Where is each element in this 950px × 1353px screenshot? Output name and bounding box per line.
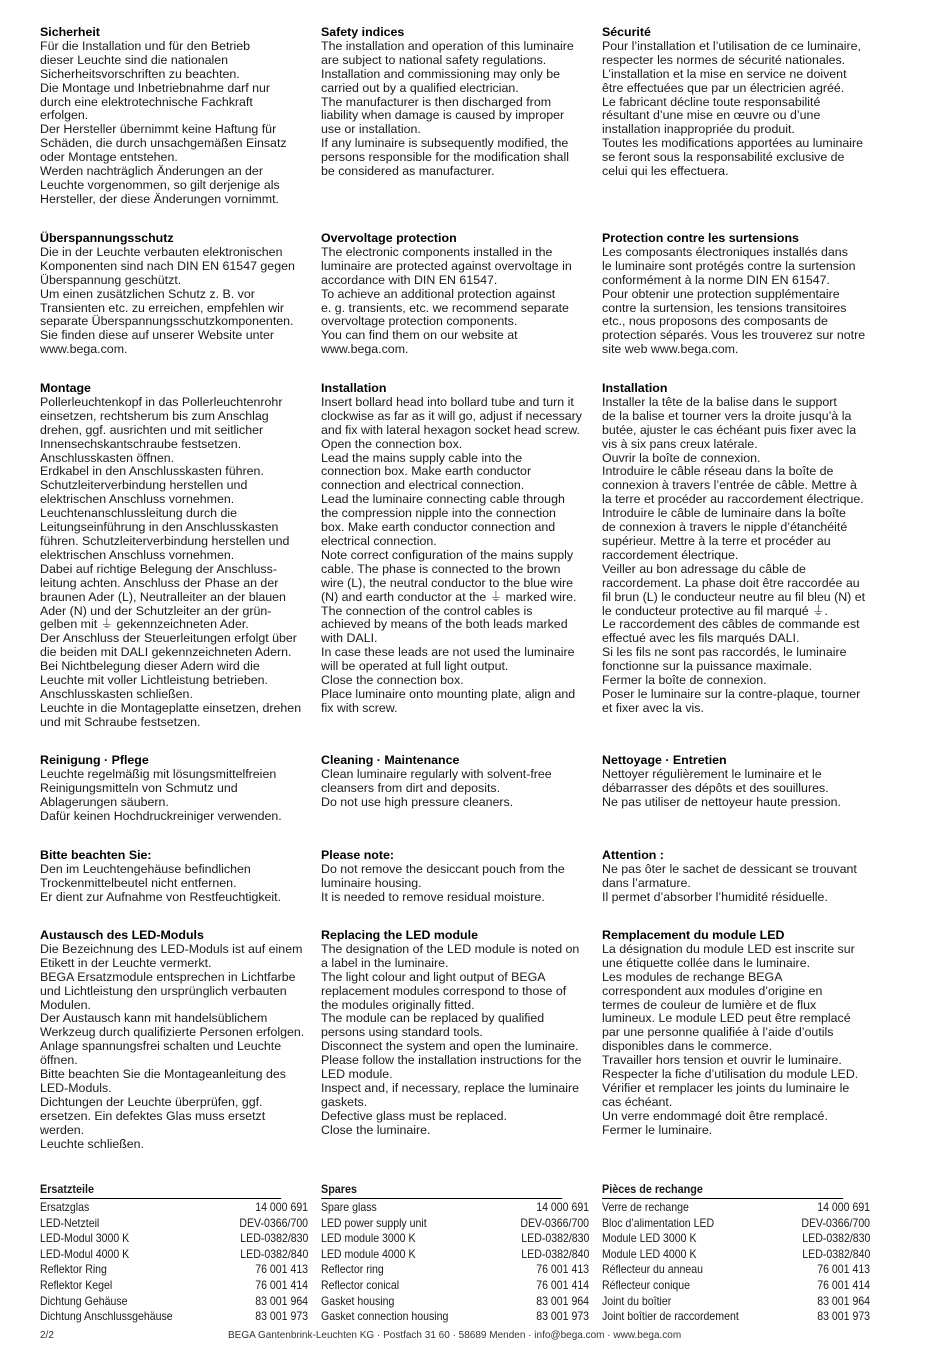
section-heading: Bitte beachten Sie: [40,848,152,862]
table-row [602,1262,870,1278]
section-heading: Protection contre les surtensions [602,231,799,245]
spare-name: LED module 4000 K [321,1246,416,1261]
spare-name: Joint du boîtier [602,1293,672,1308]
spare-name: Dichtung Gehäuse [40,1293,128,1308]
spare-code: LED-0382/840 [801,1246,870,1261]
spare-code: 76 001 413 [536,1262,589,1277]
section-safety [602,26,872,179]
spare-name: Reflector ring [321,1262,384,1277]
section-body: Leuchte regelmäßig mit lösungsmittelfreien Reinigungsmitteln von Schmutz und Ablagerungen säubern. Dafür keinen Hochdruckreiniger verwenden. [40,766,282,823]
spare-name: Ersatzglas [40,1200,90,1214]
section-heading: Überspannungsschutz [40,231,174,245]
table-row [321,1200,589,1216]
section-led-module [602,929,872,1138]
section-body: Les composants électroniques installés dans le luminaire sont protégés contre la surtension conformément à la norme DIN EN 61547. Pour obtenir une protection supplémentaire contre la surtension, les tensions transitoires etc., nous proposons des composants de protection séparés. Vous les trouverez sur notre site web www.bega.com. [602,244,866,357]
section-body: Pollerleuchtenkopf in das Pollerleuchtenrohr einsetzen, rechtsherum bis zum Anschlag drehen, ggf. ausrichten und mit seitlicher Innensechskantschraube festsetzen. Anschlusskasten öffnen. Erdkabel in den Anschlusskasten führen. Schutzleiterverbindung herstellen und elektrischen Anschluss vornehmen. Leuchtenanschlussleitung durch die Leitungseinführung in den Anschlusskasten führen. Schutzleiterverbindung herstellen und elektrischen Anschluss vornehmen. Dabei auf richtige Belegung der Anschluss- leitung achten. Anschluss der Phase an der braunen Ader (L), Neutralleiter an der blauen Ader (N) und der Schutzleiter an der grün- gelben mit ⏚ gekennzeichneten Ader. Der Anschluss der Steuerleitungen erfolgt über die beiden mit DALI gekennzeichneten Adern. Bei Nichtbelegung dieser Adern wird die Leuchte mit voller Lichtleistung betrieben. Anschlusskasten schließen. Leuchte in die Montageplatte einsetzen, drehen und mit Schraube festsetzen. [40,394,302,729]
spare-code: DEV-0366/700 [239,1215,308,1230]
section-safety [40,26,310,207]
spares-title: Spares [321,1182,562,1199]
table-row [40,1231,308,1247]
table-row [602,1247,870,1263]
table-row [602,1216,870,1232]
section-cleaning [40,754,310,824]
spare-code: 14 000 691 [255,1200,308,1214]
section-installation [40,382,310,730]
section-heading: Cleaning · Maintenance [321,753,460,767]
table-row [321,1216,589,1232]
spare-name: LED module 3000 K [321,1231,416,1246]
spares-title: Pièces de rechange [602,1182,843,1199]
spare-code: DEV-0366/700 [520,1215,589,1230]
spare-code: 83 001 964 [817,1293,870,1308]
section-overvoltage [602,232,872,357]
page-number: 2/2 [40,1330,54,1341]
spare-name: LED-Modul 4000 K [40,1246,130,1261]
section-overvoltage [321,232,591,357]
spare-name: LED-Netzteil [40,1215,100,1230]
section-led-module [321,929,591,1138]
spares-table-french [602,1182,870,1325]
table-row [602,1309,870,1325]
section-body: Pour l’installation et l’utilisation de ce luminaire, respecter les normes de sécurité nationales. L’installation et la mise en service ne doivent être effectuées que par un électricien agréé. Le fabricant décline toute responsabilité résultant d’une mise en œuvre ou d’une installation inappropriée du produit. Toutes les modifications apportées au luminaire se feront sous la responsabilité exclusive de celui qui les effectuera. [602,38,864,179]
spare-code: 14 000 691 [536,1200,589,1214]
section-heading: Remplacement du module LED [602,928,785,942]
section-heading: Overvoltage protection [321,231,457,245]
spare-code: 83 001 973 [536,1309,589,1324]
table-row [602,1200,870,1216]
section-heading: Austausch des LED-Moduls [40,928,204,942]
section-body: The designation of the LED module is noted on a label in the luminaire. The light colour and light output of BEGA replacement modules correspond to those of the modules originally fitted. The module can be replaced by qualified persons using standard tools. Disconnect the system and open the luminaire. Please follow the installation instructions for the LED module. Inspect and, if necessary, replace the luminaire gaskets. Defective glass must be replaced. Close the luminaire. [321,941,582,1137]
table-row [40,1262,308,1278]
section-heading: Replacing the LED module [321,928,478,942]
section-please-note [602,849,872,905]
spare-name: LED-Modul 3000 K [40,1231,130,1246]
section-body: Clean luminaire regularly with solvent-free cleansers from dirt and deposits. Do not use high pressure cleaners. [321,766,552,809]
spare-code: LED-0382/840 [520,1246,589,1261]
company-address: BEGA Gantenbrink-Leuchten KG · Postfach 31 60 · 58689 Menden · info@bega.com · www.bega.com [228,1330,682,1341]
spare-name: Gasket connection housing [321,1309,449,1324]
table-row [40,1247,308,1263]
spare-code: 76 001 413 [255,1262,308,1277]
spares-title: Ersatzteile [40,1182,281,1199]
table-row [321,1294,589,1310]
spare-code: 83 001 973 [817,1309,870,1324]
section-overvoltage [40,232,310,357]
section-heading: Installation [602,381,668,395]
section-heading: Please note: [321,848,394,862]
spare-name: LED power supply unit [321,1215,427,1230]
spare-code: LED-0382/830 [520,1231,589,1246]
section-body: Ne pas ôter le sachet de dessicant se trouvant dans l’armature. Il permet d’absorber l’humidité résiduelle. [602,861,857,904]
section-body: La désignation du module LED est inscrite sur une étiquette collée dans le luminaire. Les modules de rechange BEGA correspondent aux modules d’origine en termes de couleur de lumière et de flux lumineux. Le module LED peut être remplacé par une personne qualifiée à l’aide d’outils disponibles dans le commerce. Travailler hors tension et ouvrir le luminaire. Respecter la fiche d’utilisation du module LED. Vérifier et remplacer les joints du luminaire le cas échéant. Un verre endommagé doit être remplacé. Fermer le luminaire. [602,941,859,1137]
page-footer [40,1330,870,1344]
section-body: Die Bezeichnung des LED-Moduls ist auf einem Etikett in der Leuchte vermerkt. BEGA Ersatzmodule entsprechen in Lichtfarbe und Lichtleistung den ursprünglich verbauten Modulen. Der Austausch kann mit handelsüblichem Werkzeug durch qualifizierte Personen erfolgen. Anlage spannungsfrei schalten und Leuchte öffnen. Bitte beachten Sie die Montageanleitung des LED-Moduls. Dichtungen der Leuchte überprüfen, ggf. ersetzen. Ein defektes Glas muss ersetzt werden. Leuchte schließen. [40,941,305,1151]
spare-code: 76 001 414 [536,1277,589,1292]
section-heading: Nettoyage · Entretien [602,753,727,767]
spare-code: 76 001 413 [817,1262,870,1277]
section-cleaning [321,754,591,810]
table-row [321,1262,589,1278]
section-led-module [40,929,310,1152]
spare-name: Module LED 3000 K [602,1231,697,1246]
section-installation [602,382,872,716]
section-body: The electronic components installed in the luminaire are protected against overvoltage in accordance with DIN EN 61547. To achieve an additional protection against e. g. transients, etc. we recommend separate overvoltage protection components. You can find them on our website at www.bega.com. [321,244,572,357]
spare-code: 83 001 964 [255,1293,308,1308]
section-body: Insert bollard head into bollard tube and turn it clockwise as far as it will go, adjust if necessary and fix with lateral hexagon socket head screw. Open the connection box. Lead the mains supply cable into the connection box. Make earth conductor connection and electrical connection. Lead the luminaire connecting cable through the compression nipple into the connection box. Make earth conductor connection and electrical connection. Note correct configuration of the mains supply cable. The phase is connected to the brown wire (L), the neutral conductor to the blue wire (N) and earth conductor at the ⏚ marked wire. The connection of the control cables is achieved by means of the both leads marked with DALI. In case these leads are not used the luminaire will be operated at full light output. Close the connection box. Place luminaire onto mounting plate, align and fix with screw. [321,394,582,715]
table-row [321,1231,589,1247]
spare-name: Verre de rechange [602,1200,689,1214]
section-body: The installation and operation of this luminaire are subject to national safety regulations. Installation and commissioning may only be carried out by a qualified electrician. The manufacturer is then discharged from liability when damage is caused by improper use or installation. If any luminaire is subsequently modified, the persons responsible for the modification shall be considered as manufacturer. [321,38,574,179]
spare-code: LED-0382/830 [801,1231,870,1246]
spare-name: Reflektor Kegel [40,1277,113,1292]
section-heading: Attention : [602,848,664,862]
table-row [321,1278,589,1294]
spare-name: Reflektor Ring [40,1262,107,1277]
spare-code: 76 001 414 [255,1277,308,1292]
spare-code: 76 001 414 [817,1277,870,1292]
spare-name: Réflecteur du anneau [602,1262,703,1277]
section-heading: Installation [321,381,387,395]
table-row [40,1200,308,1216]
section-body: Nettoyer régulièrement le luminaire et le débarrasser des dépôts et des souillures. Ne pas utiliser de nettoyeur haute pression. [602,766,842,809]
section-heading: Sécurité [602,25,651,39]
section-body: Installer la tête de la balise dans le support de la balise et tourner vers la droite jusqu’à la butée, ajuster le cas échéant puis fixer avec la vis à six pans creux latérale. Ouvrir la boîte de connexion. Introduire le câble réseau dans la boîte de connexion à travers l’entrée de câble. Mettre à la terre et procéder au raccordement électrique. Introduire le câble de luminaire dans la boîte de connexion à travers le nipple d’étanchéité supérieur. Mettre à la terre et procéder au raccordement électrique. Veiller au bon adressage du câble de raccordement. La phase doit être raccordée au fil brun (L) le conducteur neutre au fil bleu (N) et le conducteur protective au fil marqué ⏚. Le raccordement des câbles de commande est effectué avec les fils marqués DALI. Si les fils ne sont pas raccordés, le luminaire fonctionne sur la puissance maximale. Fermer la boîte de connexion. Poser le luminaire sur la contre-plaque, tourner et fixer avec la vis. [602,394,866,715]
section-installation [321,382,591,716]
spare-name: Réflecteur conique [602,1277,691,1292]
section-heading: Sicherheit [40,25,100,39]
spare-code: LED-0382/830 [239,1231,308,1246]
spare-name: Gasket housing [321,1293,395,1308]
spare-name: Spare glass [321,1200,377,1214]
table-row [40,1294,308,1310]
spare-name: Joint boîtier de raccordement [602,1309,739,1324]
section-heading: Safety indices [321,25,405,39]
section-heading: Reinigung · Pflege [40,753,149,767]
section-body: Die in der Leuchte verbauten elektronischen Komponenten sind nach DIN EN 61547 gegen Überspannung geschützt. Um einen zusätzlichen Schutz z. B. vor Transienten etc. zu erreichen, empfehlen wir separate Überspannungsschutzkomponenten. Sie finden diese auf unserer Website unter www.bega.com. [40,244,295,357]
section-heading: Montage [40,381,91,395]
table-row [602,1231,870,1247]
section-safety [321,26,591,179]
table-row [40,1278,308,1294]
table-row [602,1278,870,1294]
spare-name: Bloc d’alimentation LED [602,1215,715,1230]
table-row [40,1216,308,1232]
spare-code: LED-0382/840 [239,1246,308,1261]
spare-code: 83 001 964 [536,1293,589,1308]
spare-code: DEV-0366/700 [801,1215,870,1230]
spares-table-english [321,1182,589,1325]
spare-name: Reflector conical [321,1277,400,1292]
table-row [602,1294,870,1310]
section-please-note [321,849,591,905]
spare-code: 14 000 691 [817,1200,870,1214]
spare-name: Dichtung Anschlussgehäuse [40,1309,173,1324]
section-body: Do not remove the desiccant pouch from the luminaire housing. It is needed to remove residual moisture. [321,861,565,904]
section-cleaning [602,754,872,810]
spare-name: Module LED 4000 K [602,1246,697,1261]
section-please-note [40,849,310,905]
section-body: Für die Installation und für den Betrieb dieser Leuchte sind die nationalen Sicherheitsvorschriften zu beachten. Die Montage und Inbetriebnahme darf nur durch eine elektrotechnische Fachkraft erfolgen. Der Hersteller übernimmt keine Haftung für Schäden, die durch unsachgemäßen Einsatz oder Montage entstehen. Werden nachträglich Änderungen an der Leuchte vorgenommen, so gilt derjenige als Hersteller, der diese Änderungen vornimmt. [40,38,287,206]
section-body: Den im Leuchtengehäuse befindlichen Trockenmittelbeutel nicht entfernen. Er dient zur Aufnahme von Restfeuchtigkeit. [40,861,282,904]
table-row [321,1247,589,1263]
table-row [321,1309,589,1325]
table-row [40,1309,308,1325]
spares-table-german [40,1182,308,1325]
spare-code: 83 001 973 [255,1309,308,1324]
